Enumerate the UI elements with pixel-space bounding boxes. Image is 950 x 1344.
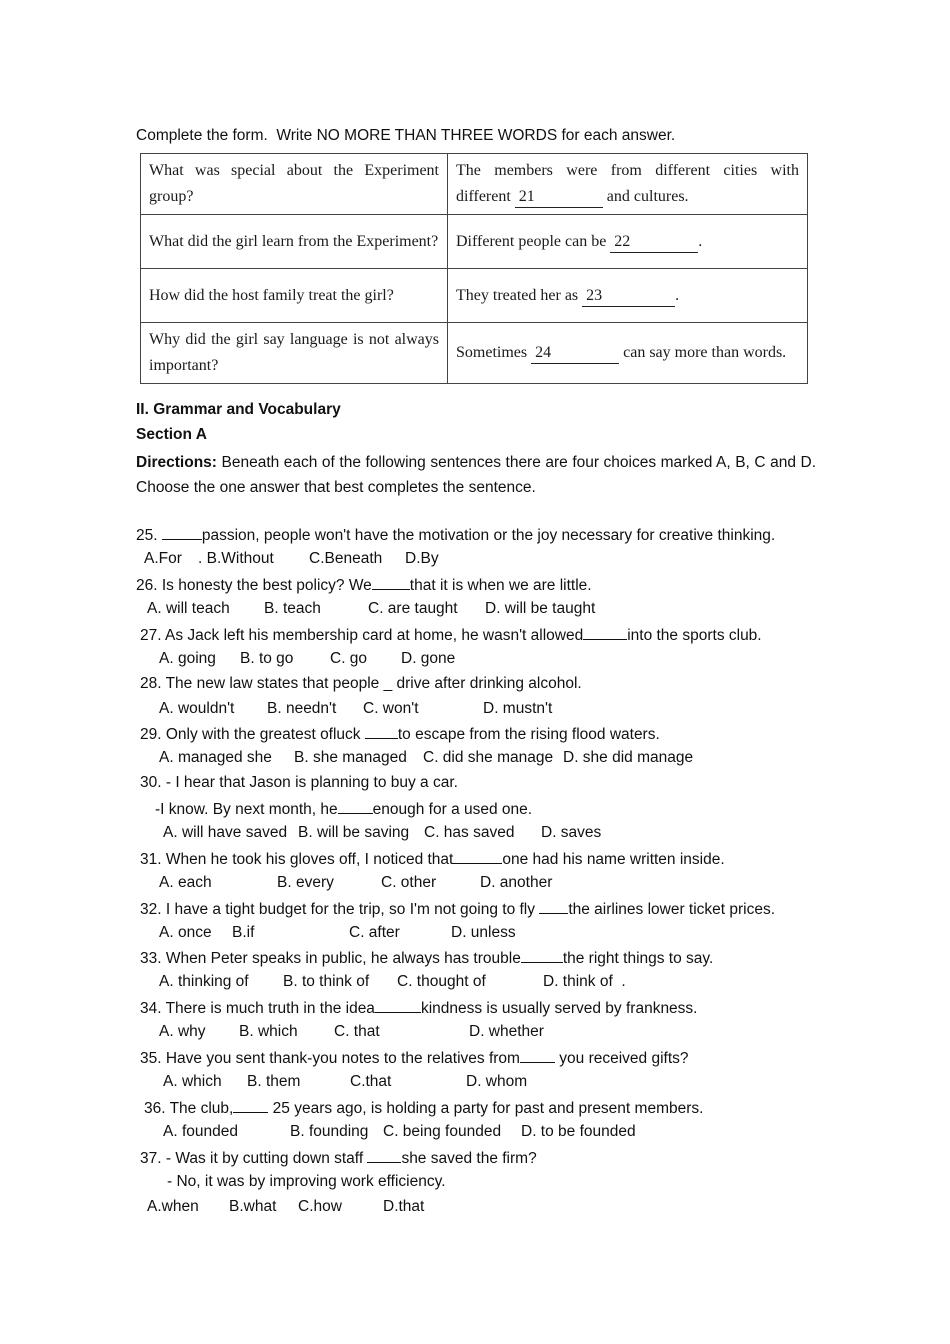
form-question: What was special about the Experiment group? — [141, 154, 448, 215]
question-30-reply: -I know. By next month, he enough for a used one. — [155, 798, 532, 820]
form-answer: The members were from different cities with different 21 and cultures. — [448, 154, 808, 215]
answer-blank[interactable] — [539, 898, 568, 914]
option-b[interactable]: B. which — [239, 1023, 298, 1040]
question-27: 27. As Jack left his membership card at home, he wasn't allowed into the sports club. — [140, 624, 762, 646]
option-b[interactable]: B.if — [232, 924, 255, 941]
option-a[interactable]: A. will teach — [147, 600, 230, 617]
form-row — [141, 269, 808, 323]
option-d[interactable]: D. to be founded — [521, 1123, 636, 1140]
answer-blank[interactable] — [365, 723, 398, 739]
option-b[interactable]: B. founding — [290, 1123, 369, 1140]
option-d[interactable]: D. unless — [451, 924, 516, 941]
option-a[interactable]: A. why — [159, 1023, 206, 1040]
question-25: 25. passion, people won't have the motivation or the joy necessary for creative thinking. — [136, 524, 775, 546]
answer-blank[interactable] — [162, 524, 202, 540]
option-b[interactable]: B. to go — [240, 650, 294, 667]
question-28: 28. The new law states that people _ drive after drinking alcohol. — [140, 675, 582, 692]
option-c[interactable]: C. go — [330, 650, 368, 667]
option-c[interactable]: C. thought of — [397, 973, 486, 990]
form-question: Why did the girl say language is not always important? — [141, 323, 448, 384]
answer-blank[interactable] — [375, 997, 421, 1013]
option-b[interactable]: B. every — [277, 874, 334, 891]
option-d[interactable]: D. another — [480, 874, 553, 891]
option-b[interactable]: B.what — [229, 1198, 277, 1215]
form-row — [141, 323, 808, 384]
question-36: 36. The club, 25 years ago, is holding a party for past and present members. — [144, 1097, 703, 1119]
question-33: 33. When Peter speaks in public, he always has trouble the right things to say. — [140, 947, 713, 969]
answer-blank-22[interactable]: 22 — [610, 232, 698, 253]
option-b[interactable]: B. needn't — [267, 700, 337, 717]
form-question: How did the host family treat the girl? — [141, 269, 448, 323]
form-answer: Different people can be 22 . — [448, 215, 808, 269]
option-a[interactable]: A. wouldn't — [159, 700, 235, 717]
option-b[interactable]: . B.Without — [198, 550, 274, 567]
option-d[interactable]: D. think of . — [543, 973, 626, 990]
option-d[interactable]: D.that — [383, 1198, 425, 1215]
option-c[interactable]: C. did she manage — [423, 749, 554, 766]
question-26: 26. Is honesty the best policy? We that it is when we are little. — [136, 574, 592, 596]
answer-blank[interactable] — [521, 947, 563, 963]
option-a[interactable]: A. founded — [163, 1123, 238, 1140]
option-d[interactable]: D. mustn't — [483, 700, 553, 717]
question-37-reply: - No, it was by improving work efficiency. — [167, 1173, 446, 1190]
question-37: 37. - Was it by cutting down staff she saved the firm? — [140, 1147, 537, 1169]
answer-blank-24[interactable]: 24 — [531, 343, 619, 364]
option-d[interactable]: D. whom — [466, 1073, 528, 1090]
option-d[interactable]: D. will be taught — [485, 600, 596, 617]
form-row — [141, 215, 808, 269]
option-c[interactable]: C.Beneath — [309, 550, 383, 567]
section-subheading: Section A — [136, 426, 207, 443]
form-row — [141, 154, 808, 215]
option-d[interactable]: D. whether — [469, 1023, 544, 1040]
answer-blank[interactable] — [367, 1147, 401, 1163]
option-b[interactable]: B. to think of — [283, 973, 370, 990]
question-34: 34. There is much truth in the idea kindness is usually served by frankness. — [140, 997, 698, 1019]
option-c[interactable]: C. has saved — [424, 824, 515, 841]
option-b[interactable]: B. she managed — [294, 749, 407, 766]
option-c[interactable]: C. being founded — [383, 1123, 502, 1140]
answer-form-table — [140, 153, 808, 384]
form-question: What did the girl learn from the Experiment? — [141, 215, 448, 269]
option-a[interactable]: A. managed she — [159, 749, 272, 766]
option-a[interactable]: A.when — [147, 1198, 199, 1215]
answer-blank[interactable] — [338, 798, 373, 814]
option-c[interactable]: C.that — [350, 1073, 392, 1090]
answer-blank[interactable] — [233, 1097, 268, 1113]
option-b[interactable]: B. teach — [264, 600, 321, 617]
option-c[interactable]: C. that — [334, 1023, 380, 1040]
option-a[interactable]: A. once — [159, 924, 212, 941]
option-c[interactable]: C. won't — [363, 700, 419, 717]
option-d[interactable]: D. saves — [541, 824, 602, 841]
answer-blank[interactable] — [520, 1047, 555, 1063]
option-a[interactable]: A. thinking of — [159, 973, 249, 990]
question-30: 30. - I hear that Jason is planning to buy a car. — [140, 774, 458, 791]
option-a[interactable]: A.For — [144, 550, 182, 567]
answer-blank[interactable] — [372, 574, 410, 590]
question-31: 31. When he took his gloves off, I noticed that one had his name written inside. — [140, 848, 725, 870]
directions: Directions: Beneath each of the following sentences there are four choices marked A, B, C and D. Choose the one answer that best completes the sentence. — [136, 454, 816, 496]
option-a[interactable]: A. each — [159, 874, 212, 891]
answer-blank-21[interactable]: 21 — [515, 187, 603, 208]
form-answer: They treated her as 23 . — [448, 269, 808, 323]
form-instruction: Complete the form. Write NO MORE THAN THREE WORDS for each answer. — [136, 127, 676, 144]
option-b[interactable]: B. them — [247, 1073, 301, 1090]
option-b[interactable]: B. will be saving — [298, 824, 410, 841]
answer-blank-23[interactable]: 23 — [582, 286, 675, 307]
option-c[interactable]: C. after — [349, 924, 400, 941]
option-a[interactable]: A. which — [163, 1073, 222, 1090]
option-a[interactable]: A. will have saved — [163, 824, 288, 841]
option-c[interactable]: C. other — [381, 874, 437, 891]
question-29: 29. Only with the greatest ofluck to escape from the rising flood waters. — [140, 723, 660, 745]
answer-blank[interactable] — [583, 624, 627, 640]
option-d[interactable]: D. she did manage — [563, 749, 694, 766]
question-32: 32. I have a tight budget for the trip, so I'm not going to fly the airlines lower ticket prices. — [140, 898, 775, 920]
option-a[interactable]: A. going — [159, 650, 216, 667]
answer-blank[interactable] — [453, 848, 502, 864]
option-d[interactable]: D.By — [405, 550, 439, 567]
question-35: 35. Have you sent thank-you notes to the relatives from you received gifts? — [140, 1047, 689, 1069]
option-d[interactable]: D. gone — [401, 650, 456, 667]
form-answer: Sometimes 24 can say more than words. — [448, 323, 808, 384]
option-c[interactable]: C. are taught — [368, 600, 458, 617]
section-heading: II. Grammar and Vocabulary — [136, 401, 341, 418]
option-c[interactable]: C.how — [298, 1198, 342, 1215]
